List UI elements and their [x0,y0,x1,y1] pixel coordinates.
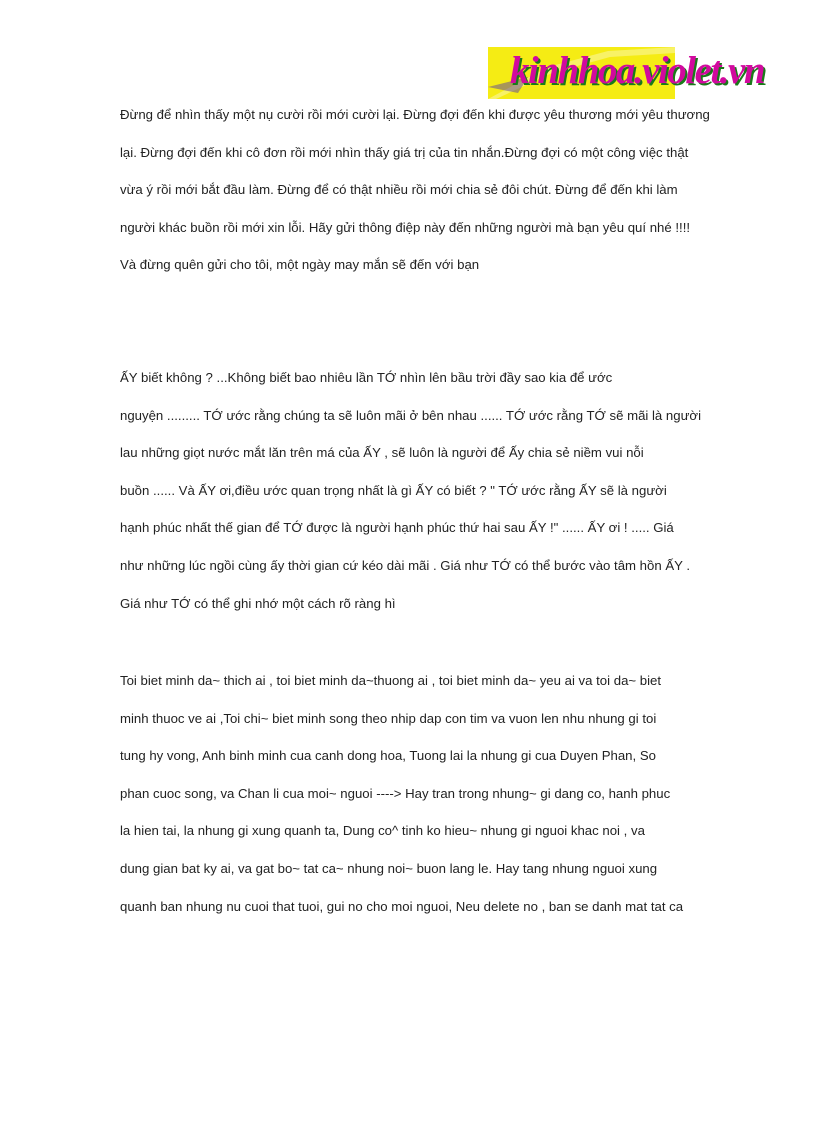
text-line: Giá như TỚ có thể ghi nhớ một cách rõ ràng hì [120,595,396,611]
kinhhoa-violet-logo [488,47,765,99]
paragraph-3 [120,662,700,925]
text-line: Đừng để nhìn thấy một nụ cười rồi mới cười lại. Đừng đợi đến khi được yêu thương mới yêu thương [120,107,710,122]
text-line: dung gian bat ky ai, va gat bo~ tat ca~ nhung noi~ buon lang le. Hay tang nhung nguoi xung [120,860,658,876]
text-line: như những lúc ngồi cùng ấy thời gian cứ kéo dài mãi . Giá như TỚ có thể bước vào tâm hồn ẤY . [120,557,691,573]
text-line: nguyện ......... TỚ ước rằng chúng ta sẽ luôn mãi ở bên nhau ...... TỚ ước rằng TỚ sẽ mãi là người [120,407,702,423]
text-line: quanh ban nhung nu cuoi that tuoi, gui no cho moi nguoi, Neu delete no , ban se danh mat tat ca [120,898,684,914]
text-line: hạnh phúc nhất thế gian để TỚ được là người hạnh phúc thứ hai sau ẤY !" ...... ẤY ơi ! ..... Giá [120,520,674,536]
text-line: ẤY biết không ? ...Không biết bao nhiêu lần TỚ nhìn lên bầu trời đầy sao kia để ước [120,370,613,385]
text-line: phan cuoc song, va Chan li cua moi~ nguoi ----> Hay tran trong nhung~ gi dang co, hanh phuc [120,785,671,801]
text-line: tung hy vong, Anh binh minh cua canh dong hoa, Tuong lai la nhung gi cua Duyen Phan, So [120,748,656,764]
text-line: la hien tai, la nhung gi xung quanh ta, Dung co^ tinh ko hieu~ nhung gi nguoi khac noi , va [120,823,645,839]
paragraph-2 [120,359,700,622]
text-line: buồn ...... Và ẤY ơi,điều ước quan trọng nhất là gì ẤY có biết ? " TỚ ước rằng ẤY sẽ là người [120,482,667,498]
text-line: Toi biet minh da~ thich ai , toi biet minh da~thuong ai , toi biet minh da~ yeu ai va toi da~ biet [120,673,662,688]
text-line: minh thuoc ve ai ,Toi chi~ biet minh song theo nhip dap con tim va vuon len nhu nhung gi toi [120,710,657,726]
text-line: lau những giọt nước mắt lăn trên má của ẤY , sẽ luôn là người để Ấy chia sẻ niềm vui nỗi [120,445,644,461]
text-line: Và đừng quên gửi cho tôi, một ngày may mắn sẽ đến với bạn [120,257,480,273]
text-line: vừa ý rồi mới bắt đầu làm. Đừng để có thật nhiều rồi mới chia sẻ đôi chút. Đừng để đến khi làm [120,182,678,198]
paragraph-1 [120,96,710,284]
logo-text: kinhhoa.violet.vn [510,49,765,92]
text-line: lại. Đừng đợi đến khi cô đơn rồi mới nhìn thấy giá trị của tin nhắn.Đừng đợi có một công việc thật [120,144,689,160]
text-line: người khác buồn rồi mới xin lỗi. Hãy gửi thông điệp này đến những người mà bạn yêu quí nhé !!!! [120,219,691,235]
